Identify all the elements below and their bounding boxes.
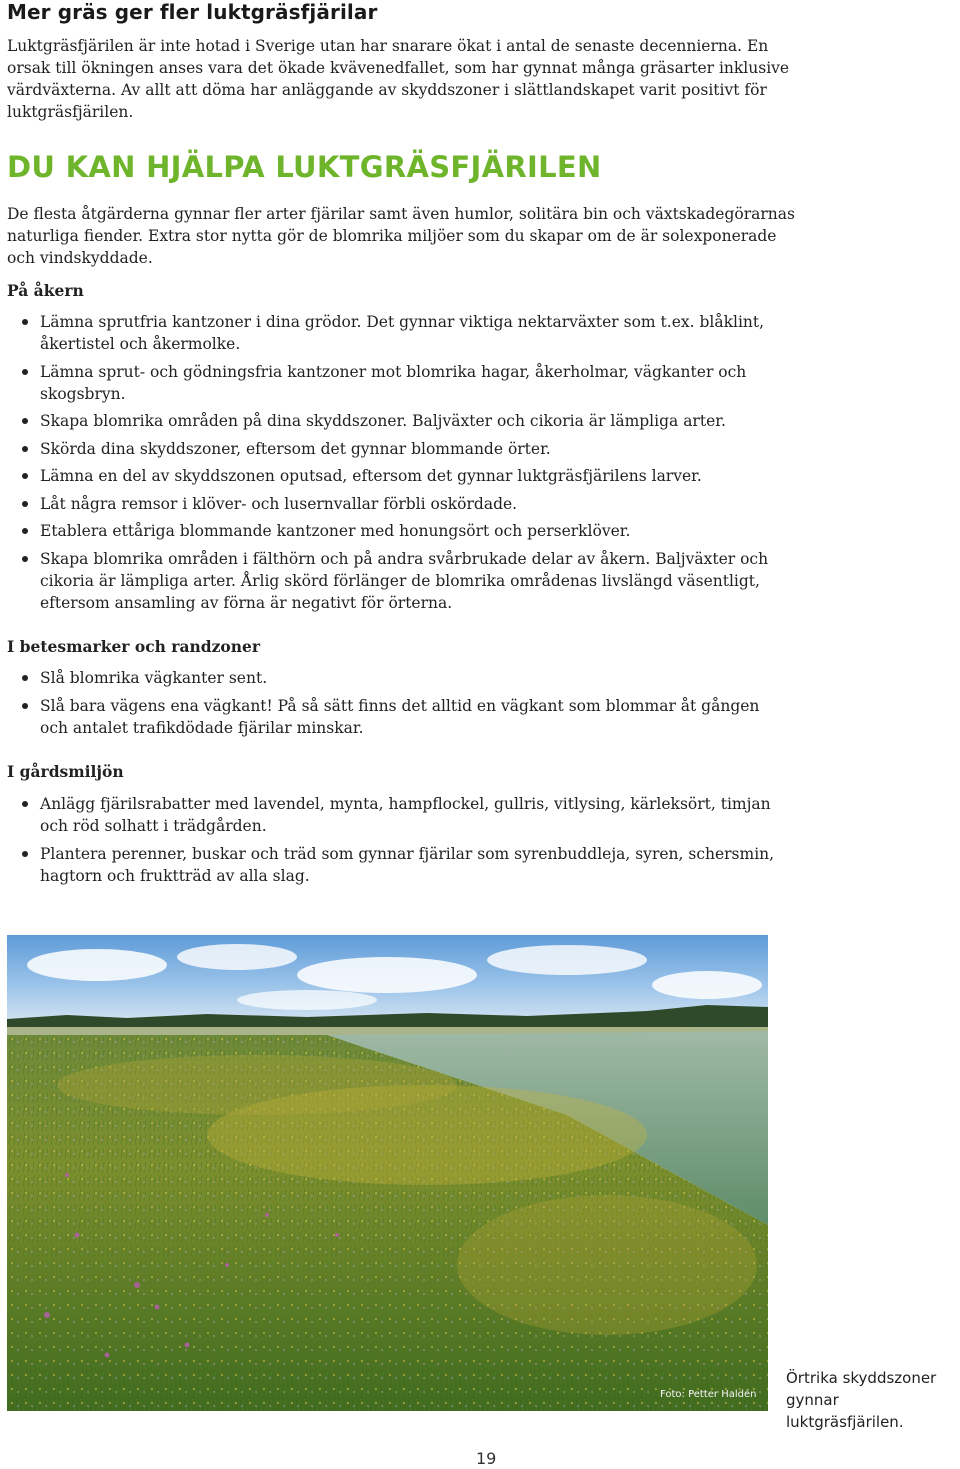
lead-paragraph: De flesta åtgärderna gynnar fler arter fjärilar samt även humlor, solitära bin och växtskadegörarnas naturliga fiender. Extra stor nytta gör de blomrika miljöer som du skapar om de är solexponerade och vindskyddade. [7,205,795,267]
list-item: Låt några remsor i klöver- och lusernvallar förbli oskördade. [20,493,780,515]
list-item: Lämna en del av skyddszonen oputsad, eftersom det gynnar luktgräsfjärilens larver. [20,465,780,487]
list-item: Plantera perenner, buskar och träd som gynnar fjärilar som syrenbuddleja, syren, schersmin, hagtorn och fruktträd av alla slag. [20,843,780,887]
list-item: Lämna sprutfria kantzoner i dina grödor. Det gynnar viktiga nektarväxter som t.ex. blåklint, åkertistel och åkermolke. [20,311,780,355]
subheading-on-field: På åkern [7,281,84,300]
bullet-list-on-field [20,311,780,619]
section-title: DU KAN HJÄLPA LUKTGRÄSFJÄRILEN [7,150,602,184]
photo-caption: Örtrika skyddszoner gynnar luktgräsfjärilen. [786,1369,937,1431]
list-item: Anlägg fjärilsrabatter med lavendel, mynta, hampflockel, gullris, vitlysing, kärleksört, timjan och röd solhatt i trädgården. [20,793,780,837]
list-item: Slå bara vägens ena vägkant! På så sätt finns det alltid en vägkant som blommar åt gången och antalet trafikdödade fjärilar minskar. [20,695,780,739]
page-heading: Mer gräs ger fler luktgräsfjärilar [7,0,378,24]
page-number: 19 [476,1449,497,1468]
photo-credit: Foto: Petter Haldén [660,1389,757,1400]
list-item: Lämna sprut- och gödningsfria kantzoner mot blomrika hagar, åkerholmar, vägkanter och skogsbryn. [20,361,780,405]
subheading-pastures: I betesmarker och randzoner [7,637,261,656]
list-item: Skörda dina skyddszoner, eftersom det gynnar blommande örter. [20,438,780,460]
bullet-list-farmyard [20,793,780,892]
intro-paragraph: Luktgräsfjärilen är inte hotad i Sverige utan har snarare ökat i antal de senaste decennierna. En orsak till ökningen anses vara det ökade kvävenedfallet, som har gynnat många gräsarter inklusive värdväxterna. Av allt att döma har anläggande av skyddszoner i slättlandskapet varit positivt för luktgräsfjärilen. [7,37,790,121]
list-item: Skapa blomrika områden i fälthörn och på andra svårbrukade delar av åkern. Baljväxter och cikoria är lämpliga arter. Årlig skörd förlänger de blomrika områdenas livslängd väsentligt, eftersom ansamling av förna är negativt för örterna. [20,548,780,614]
list-item: Slå blomrika vägkanter sent. [20,667,780,689]
bullet-list-pastures [20,667,780,744]
field-buffer-zone-photo [7,935,768,1411]
list-item: Etablera ettåriga blommande kantzoner med honungsört och perserklöver. [20,520,780,542]
subheading-farmyard: I gårdsmiljön [7,762,124,781]
list-item: Skapa blomrika områden på dina skyddszoner. Baljväxter och cikoria är lämpliga arter. [20,410,780,432]
